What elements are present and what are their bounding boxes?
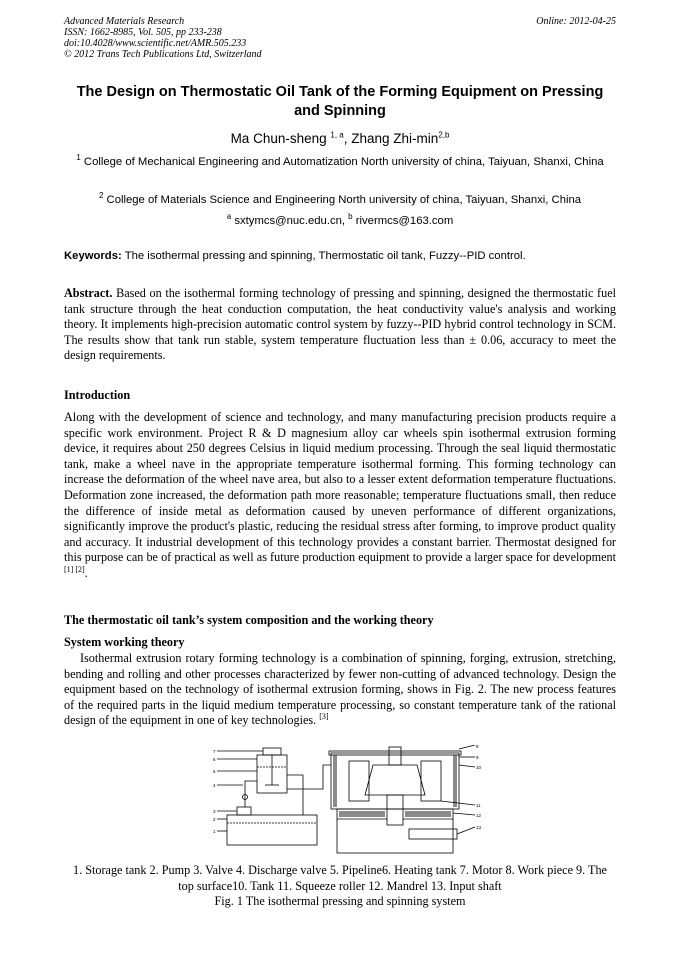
fig-label-11: 11	[476, 803, 481, 808]
affiliation-1-text: College of Mechanical Engineering and Automatization North university of china, Taiyuan, Shanxi, China	[83, 156, 604, 168]
introduction-heading: Introduction	[64, 388, 131, 402]
paper-title: The Design on Thermostatic Oil Tank of the Forming Equipment on Pressing and Spinning	[76, 84, 604, 119]
fig-label-10: 10	[476, 765, 482, 770]
figure-caption	[64, 863, 616, 910]
system-working-theory-cite[interactable]: [3]	[319, 712, 329, 722]
fig-label-3: 3	[213, 809, 216, 814]
affiliation-1-sup: 1	[76, 153, 81, 163]
figure-legend: 1. Storage tank 2. Pump 3. Valve 4. Discharge valve 5. Pipeline6. Heating tank 7. Motor 8. Work piece 9. The top surface10. Tank 11. Squeeze roller 12. Mandrel 13. Input shaft	[73, 863, 607, 893]
doi-line[interactable]: doi:10.4028/www.scientific.net/AMR.505.233	[64, 38, 247, 49]
abstract-label: Abstract.	[64, 286, 113, 300]
journal-header	[64, 16, 616, 60]
email-a[interactable]: sxtymcs@nuc.edu.cn,	[234, 215, 346, 227]
pipeline-shape	[287, 775, 303, 815]
system-working-theory-text: Isothermal extrusion rotary forming technology is a combination of spinning, forging, extrusion, stretching, bending and rolling and other processes characterized by fewer non-cutting of advanced technology. Design the equipment based on the technology of isothermal extrusion forming, shows in Fig. 2. The new process features of the required parts in the liquid medium temperature processing, so constant temperature tank of the rational design of the equipment in one of key technologies.	[64, 651, 616, 728]
author-sep: ,	[343, 131, 352, 146]
keywords-label: Keywords:	[64, 250, 122, 262]
pump-shape	[237, 807, 251, 815]
affiliation-2	[64, 193, 616, 208]
keywords	[64, 250, 616, 262]
affiliation-1	[64, 155, 616, 170]
introduction-text: Along with the development of science and technology, and many manufacturing precision products require a specific work environment. Project R & D magnesium alloy car wheels spin isothermal extrusion forming device, it requires about 250 degrees Celsius in liquid medium processing. Through the seal liquid thermostatic tank, make a wheel nave in the appropriate temperature isothermal forming. This forming technology can increase the deformation of the wheel nave area, but also to a lesser extent deformation temperature fluctuations. Deformation zone increased, the deformation path more reasonable; temperature fluctuations small, then reduce the difference of inside metal as deformation caused by uneven performance of different organizations, significantly improve the product's plastic, reducing the residual stress after forming, to improve product quality and accuracy. It industrial development of this technology provides a constant barrier. Thermostat designed for this purpose can be of practical as well as future production equipment to provide a larger space for development	[64, 410, 616, 565]
motor-shape	[263, 748, 281, 755]
system-working-theory-body	[64, 651, 616, 729]
figure-title: Fig. 1 The isothermal pressing and spinning system	[214, 894, 466, 908]
affiliation-2-sup: 2	[98, 191, 104, 201]
author-1-sup: 1, a	[330, 130, 344, 140]
section-2-heading: The thermostatic oil tank’s system composition and the working theory	[64, 613, 434, 627]
author-line	[64, 131, 616, 146]
fig-label-12: 12	[476, 813, 482, 818]
abstract-text: Based on the isothermal forming technology of pressing and spinning, designed the thermostatic fuel tank structure through the heat conduction computation, the heat conductivity value's analysis and working theory. It implements high-precision automatic control system by fuzzy--PID hybrid control technology in SCM. The results show that tank run stable, system temperature fluctuation less than ± 0.06, accuracy to meet the design requirements.	[64, 286, 617, 363]
input-shaft-shape	[409, 829, 457, 839]
email-b-sup: b	[348, 212, 353, 222]
introduction-cite[interactable]: [1] [2]	[64, 564, 85, 574]
email-line	[64, 214, 616, 229]
system-diagram-figure	[213, 745, 483, 863]
work-piece-shape	[365, 765, 425, 795]
fig-label-7: 7	[213, 749, 216, 754]
mandrel-shape	[389, 747, 401, 765]
journal-name: Advanced Materials Research	[64, 16, 185, 27]
fig-label-8: 8	[476, 745, 479, 749]
introduction-end: .	[84, 565, 88, 580]
fig-label-1: 1	[213, 829, 216, 834]
subsection-heading: System working theory	[64, 635, 185, 649]
keywords-text: The isothermal pressing and spinning, Thermostatic oil tank, Fuzzy--PID control.	[124, 250, 526, 262]
author-1: Ma Chun-sheng	[230, 131, 327, 146]
fig-label-4: 4	[213, 783, 216, 788]
online-date: Online: 2012-04-25	[536, 16, 616, 27]
fig-label-2: 2	[213, 817, 216, 822]
issn-line: ISSN: 1662-8985, Vol. 505, pp 233-238	[64, 27, 222, 38]
affiliation-2-text: College of Materials Science and Engineering North university of china, Taiyuan, Shanxi, China	[106, 194, 582, 206]
introduction-body	[64, 410, 616, 582]
fig-label-6: 6	[213, 757, 216, 762]
author-2: Zhang Zhi-min	[351, 131, 439, 146]
fig-label-13: 13	[476, 825, 482, 830]
email-b[interactable]: rivermcs@163.com	[355, 215, 454, 227]
author-2-sup: 2,b	[438, 130, 450, 140]
shaft-support-shape	[387, 795, 403, 825]
copyright-line: © 2012 Trans Tech Publications Ltd, Switzerland	[64, 49, 262, 60]
tank-shape	[331, 753, 459, 809]
email-a-sup: a	[226, 212, 232, 222]
fig-label-9: 9	[476, 755, 479, 760]
abstract	[64, 286, 616, 364]
storage-tank-shape	[227, 815, 317, 845]
fig-label-5: 5	[213, 769, 216, 774]
